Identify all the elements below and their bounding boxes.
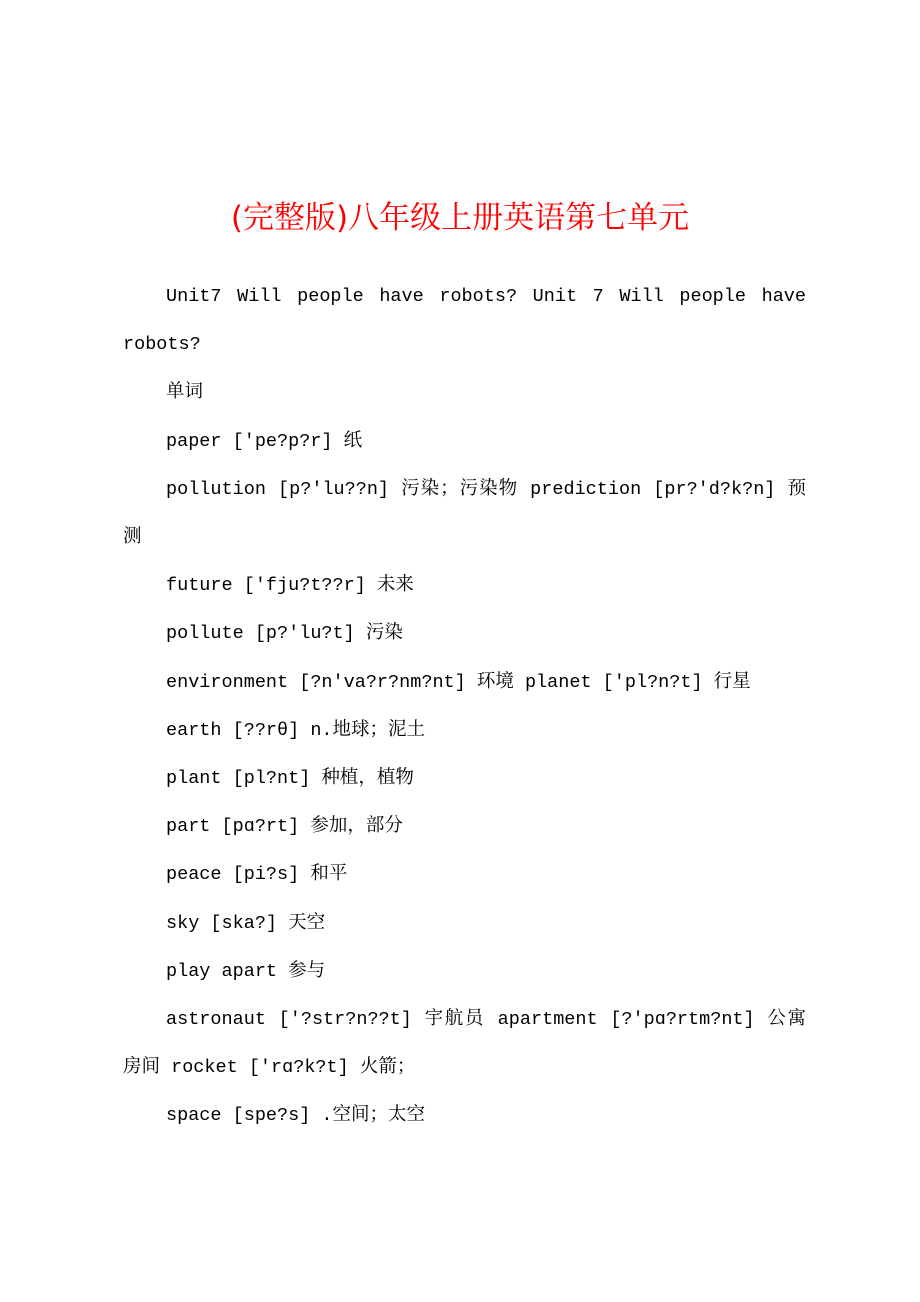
document-body xyxy=(123,273,806,1141)
vocab-entry: pollute [p?'lu?t] 污染 xyxy=(166,623,403,645)
document-title: (完整版)八年级上册英语第七单元 xyxy=(230,200,690,236)
section-label-vocabulary: 单词 xyxy=(166,382,204,404)
vocab-entry: environment [?n'va?r?nm?nt] 环境 planet ['pl?n?t] 行星 xyxy=(166,671,751,693)
vocab-entry: space [spe?s] .空间；太空 xyxy=(166,1105,426,1127)
vocab-entry: part [pɑ?rt] 参加，部分 xyxy=(166,816,403,838)
vocab-entry: peace [pi?s] 和平 xyxy=(166,864,348,886)
vocab-entry: paper ['pe?p?r] 纸 xyxy=(166,430,363,452)
vocab-entry: sky [ska?] 天空 xyxy=(166,912,326,934)
vocab-entry: future ['fju?t??r] 未来 xyxy=(166,575,414,597)
vocab-entry: astronaut ['?str?n??t] 宇航员 apartment [?'pɑ?rtm?nt] 公寓房间 rocket ['rɑ?k?t] 火箭； xyxy=(123,1009,806,1079)
vocab-entry: plant [pl?nt] 种植，植物 xyxy=(166,768,414,790)
vocab-entry: earth [??rθ] n.地球；泥土 xyxy=(166,719,426,741)
vocab-entry: pollution [p?'lu??n] 污染；污染物 prediction [pr?'d?k?n] 预测 xyxy=(123,478,806,549)
vocab-entry: play apart 参与 xyxy=(166,960,326,982)
unit-heading: Unit7 Will people have robots? Unit 7 Will people have robots? xyxy=(123,286,806,356)
